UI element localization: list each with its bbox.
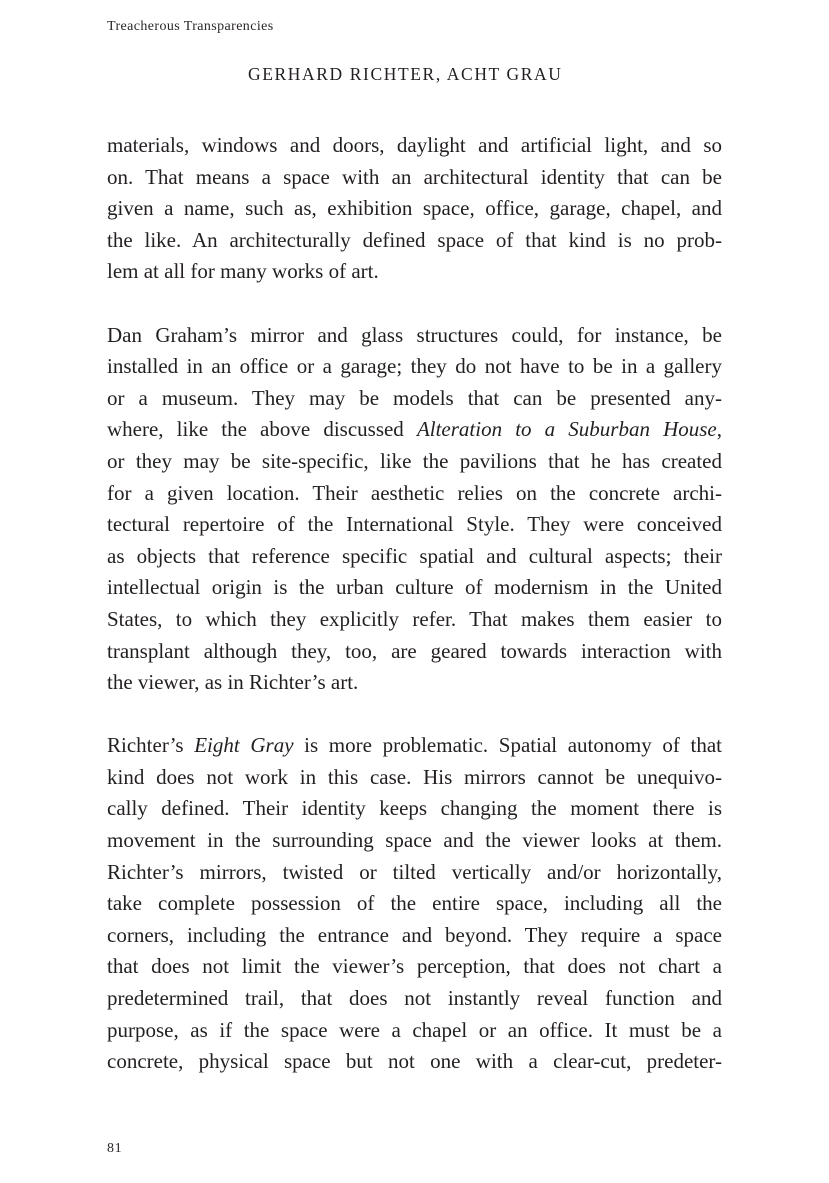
text-run: where, like the above discussed — [107, 417, 417, 442]
text-line: for a given location. Their aesthetic relies on the concrete archi- — [107, 480, 722, 505]
text-line: as objects that reference specific spatial and cultural aspects; their — [107, 543, 722, 568]
paragraph-3 — [107, 730, 722, 1078]
text-line: intellectual origin is the urban culture of modernism in the United — [107, 575, 722, 600]
text-line: the like. An architecturally defined space of that kind is no prob- — [107, 227, 722, 252]
text-line: given a name, such as, exhibition space, office, garage, chapel, and — [107, 196, 722, 221]
text-line: concrete, physical space but not one with a clear-cut, predeter- — [107, 1049, 722, 1074]
chapter-title: GERHARD RICHTER, ACHT GRAU — [248, 64, 563, 84]
body-text — [107, 130, 722, 1078]
paragraph-2 — [107, 320, 722, 699]
running-head: Treacherous Transparencies — [107, 19, 274, 34]
text-line: States, to which they explicitly refer. That makes them easier to — [107, 606, 722, 631]
text-line: or a museum. They may be models that can be presented any- — [107, 385, 722, 410]
text-line: Richter’s mirrors, twisted or tilted vertically and/or horizontally, — [107, 859, 722, 884]
text-line: corners, including the entrance and beyond. They require a space — [107, 922, 722, 947]
artwork-title: Alteration to a Suburban House — [416, 417, 717, 442]
text-line: lem at all for many works of art. — [107, 259, 379, 284]
text-line: take complete possession of the entire space, including all the — [107, 891, 722, 916]
text-run: is more problematic. Spatial autonomy of that — [293, 733, 722, 758]
text-line: movement in the surrounding space and the viewer looks at them. — [107, 828, 722, 853]
text-line: purpose, as if the space were a chapel or an office. It must be a — [107, 1017, 722, 1042]
text-run: Richter’s — [107, 733, 195, 758]
text-run: , — [716, 417, 722, 442]
text-line: cally defined. Their identity keeps changing the moment there is — [107, 796, 722, 821]
text-line: that does not limit the viewer’s perception, that does not chart a — [107, 954, 722, 979]
artwork-title: Eight Gray — [194, 733, 294, 758]
text-line: transplant although they, too, are geared towards interaction with — [107, 638, 722, 663]
text-line: tectural repertoire of the International Style. They were conceived — [107, 512, 722, 537]
page-number: 81 — [107, 1141, 123, 1156]
text-line: or they may be site-specific, like the pavilions that he has created — [107, 448, 722, 473]
text-line: materials, windows and doors, daylight and artificial light, and so — [107, 133, 722, 157]
text-line: installed in an office or a garage; they do not have to be in a gallery — [107, 354, 722, 379]
text-line: on. That means a space with an architectural identity that can be — [107, 164, 722, 189]
text-line-with-italic — [107, 414, 722, 446]
text-line: kind does not work in this case. His mirrors cannot be unequivo- — [107, 764, 722, 789]
text-line: the viewer, as in Richter’s art. — [107, 670, 359, 695]
paragraph-1 — [107, 130, 722, 288]
text-line: Dan Graham’s mirror and glass structures could, for instance, be — [107, 322, 722, 347]
text-line: predetermined trail, that does not instantly reveal function and — [107, 986, 722, 1011]
text-line-with-italic — [107, 730, 722, 762]
